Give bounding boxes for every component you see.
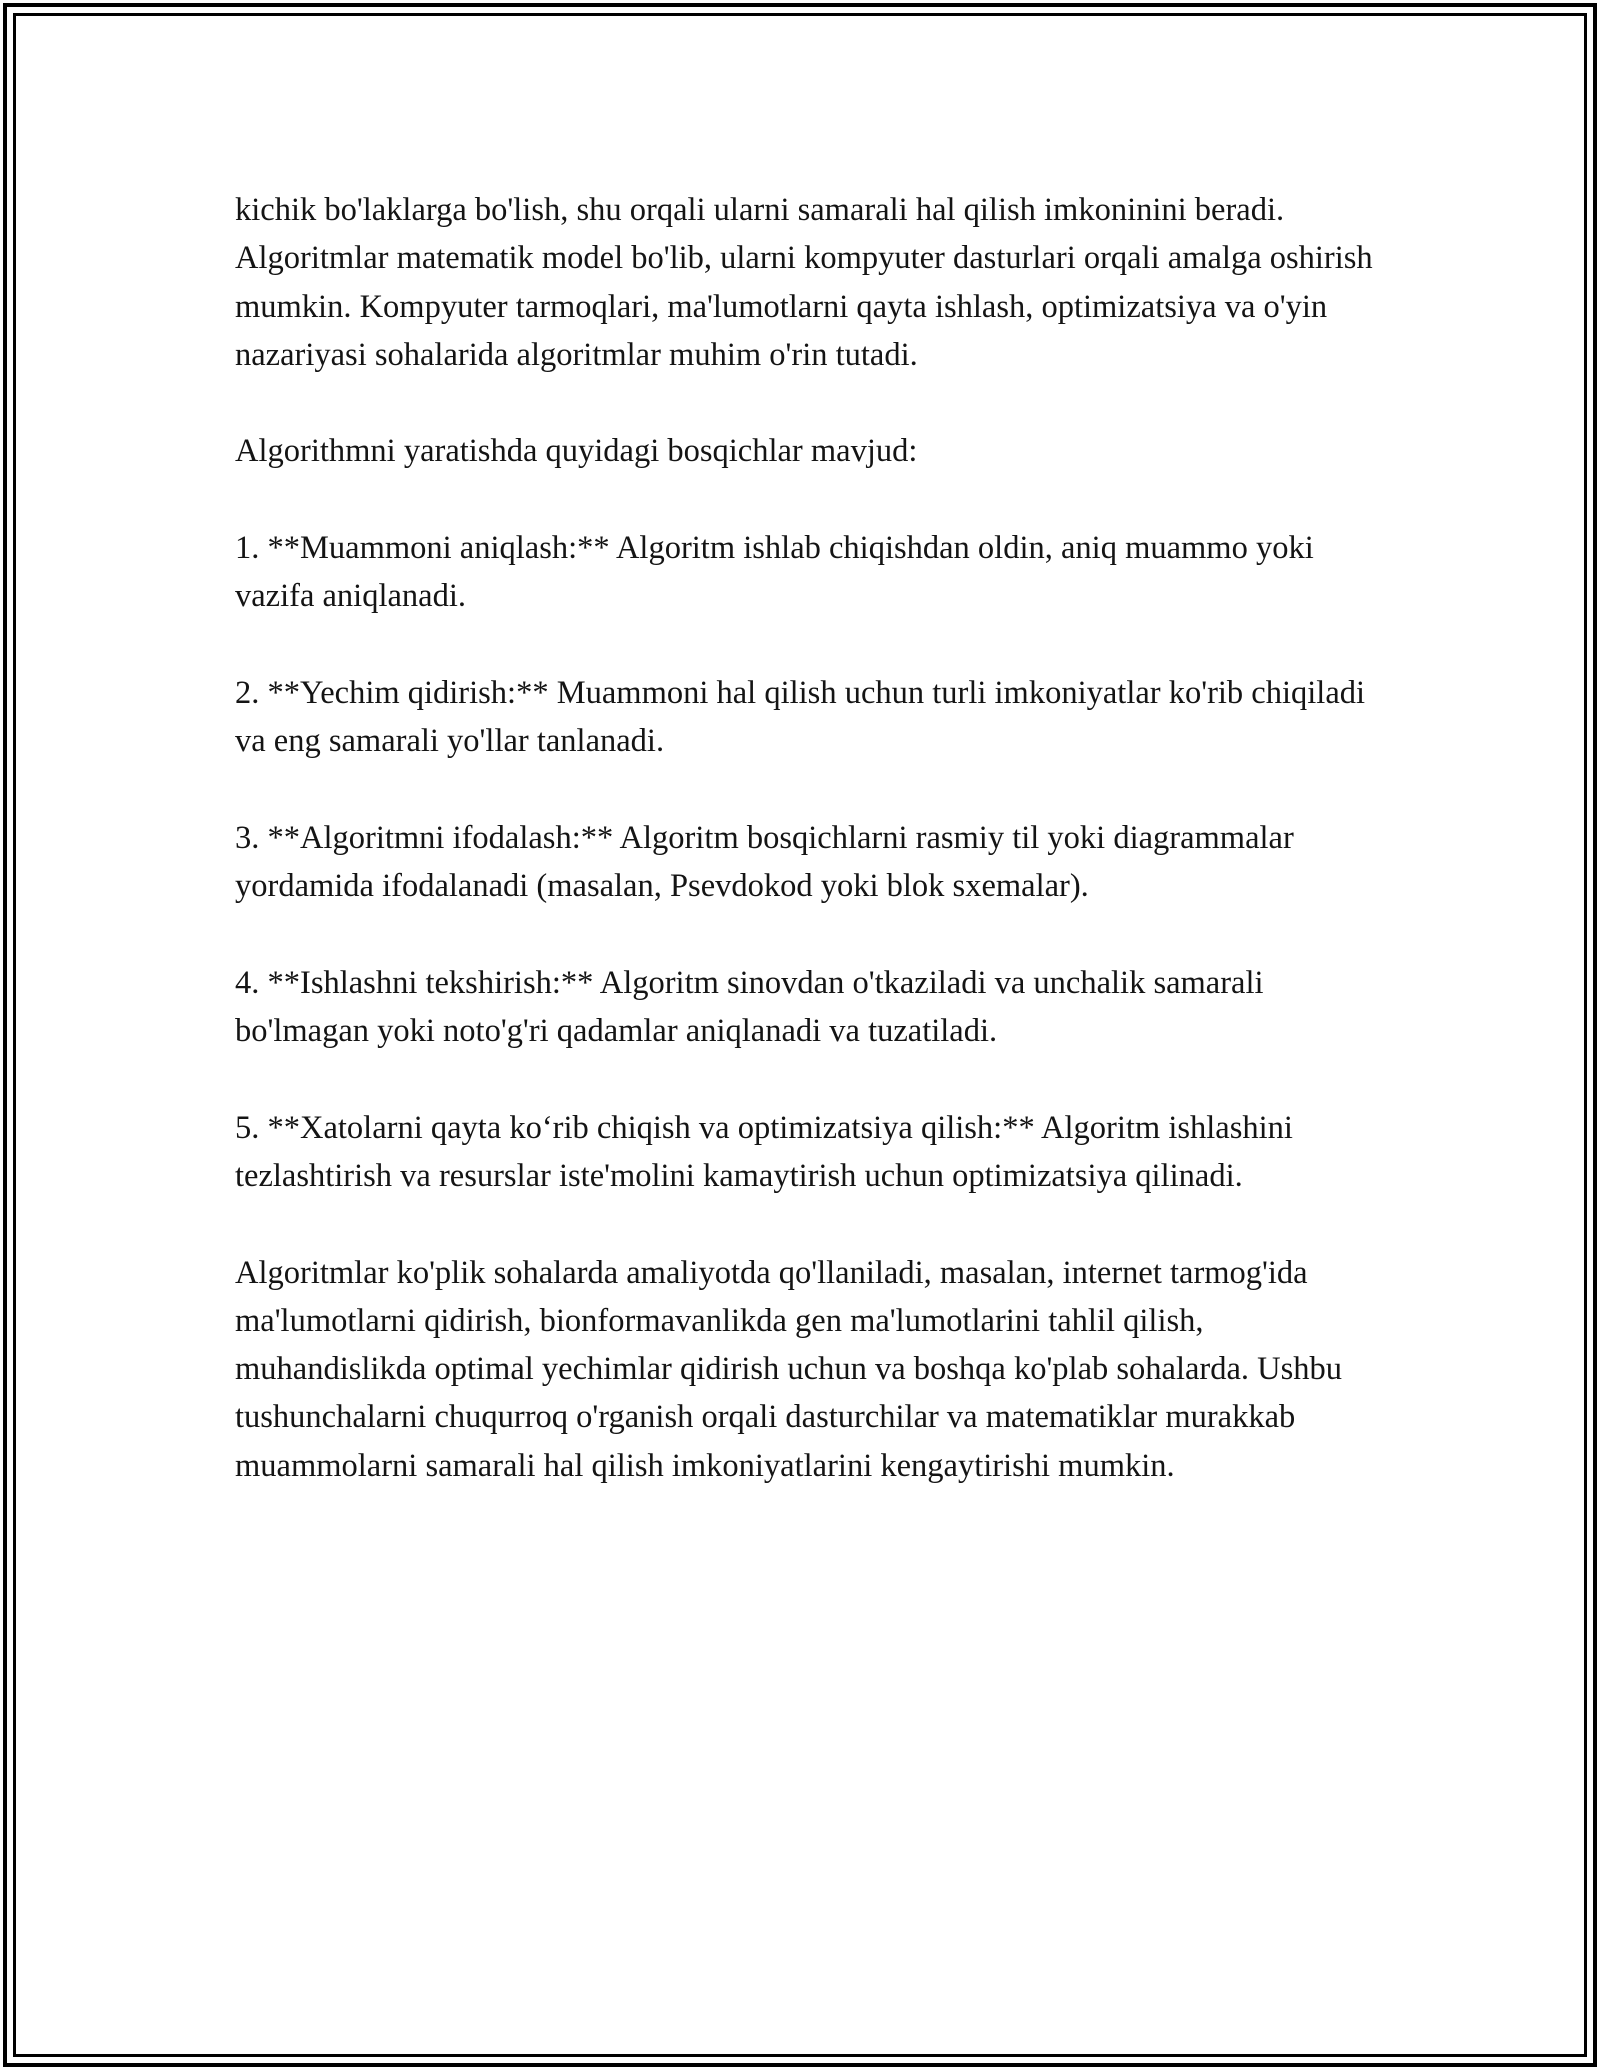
paragraph-step-3: 3. **Algoritmni ifodalash:** Algoritm bosqichlarni rasmiy til yoki diagrammalar yordamida ifodalanadi (masalan, Psevdokod yoki blok sxemalar). (235, 819, 1294, 905)
paragraph-steps-heading: Algorithmni yaratishda quyidagi bosqichlar mavjud: (235, 433, 918, 470)
paragraph-intro-continuation: kichik bo'laklarga bo'lish, shu orqali ularni samarali hal qilish imkoninini beradi. Algoritmlar matematik model bo'lib, ularni kompyuter dasturlari orqali amalga oshirish mumkin. Kompyuter tarmoqlari, ma'lumotlarni qayta ishlash, optimizatsiya va o'yin nazariyasi sohalarida algoritmlar muhim o'rin tutadi. (235, 192, 1373, 373)
paragraph-step-2: 2. **Yechim qidirish:** Muammoni hal qilish uchun turli imkoniyatlar ko'rib chiqiladi va eng samarali yo'llar tanlanadi. (235, 674, 1366, 760)
paragraph-step-5: 5. **Xatolarni qayta ko‘rib chiqish va optimizatsiya qilish:** Algoritm ishlashini tezlashtirish va resurslar iste'molini kamaytirish uchun optimizatsiya qilinadi. (235, 1109, 1293, 1194)
paragraph-step-4: 4. **Ishlashni tekshirish:** Algoritm sinovdan o'tkaziladi va unchalik samarali bo'lmagan yoki noto'g'ri qadamlar aniqlanadi va tuzatiladi. (235, 964, 1264, 1050)
document-body (235, 186, 1385, 1490)
paragraph-conclusion: Algoritmlar ko'plik sohalarda amaliyotda qo'llaniladi, masalan, internet tarmog'ida ma'lumotlarni qidirish, bionformavanlikda gen ma'lumotlarini tahlil qilish, muhandislikda optimal yechimlar qidirish uchun va boshqa ko'plab sohalarda. Ushbu tushunchalarni chuqurroq o'rganish orqali dasturchilar va matematiklar murakkab muammolarni samarali hal qilish imkoniyatlarini kengaytirishi mumkin. (235, 1254, 1343, 1484)
paragraph-step-1: 1. **Muammoni aniqlash:** Algoritm ishlab chiqishdan oldin, aniq muammo yoki vazifa aniqlanadi. (235, 530, 1314, 615)
